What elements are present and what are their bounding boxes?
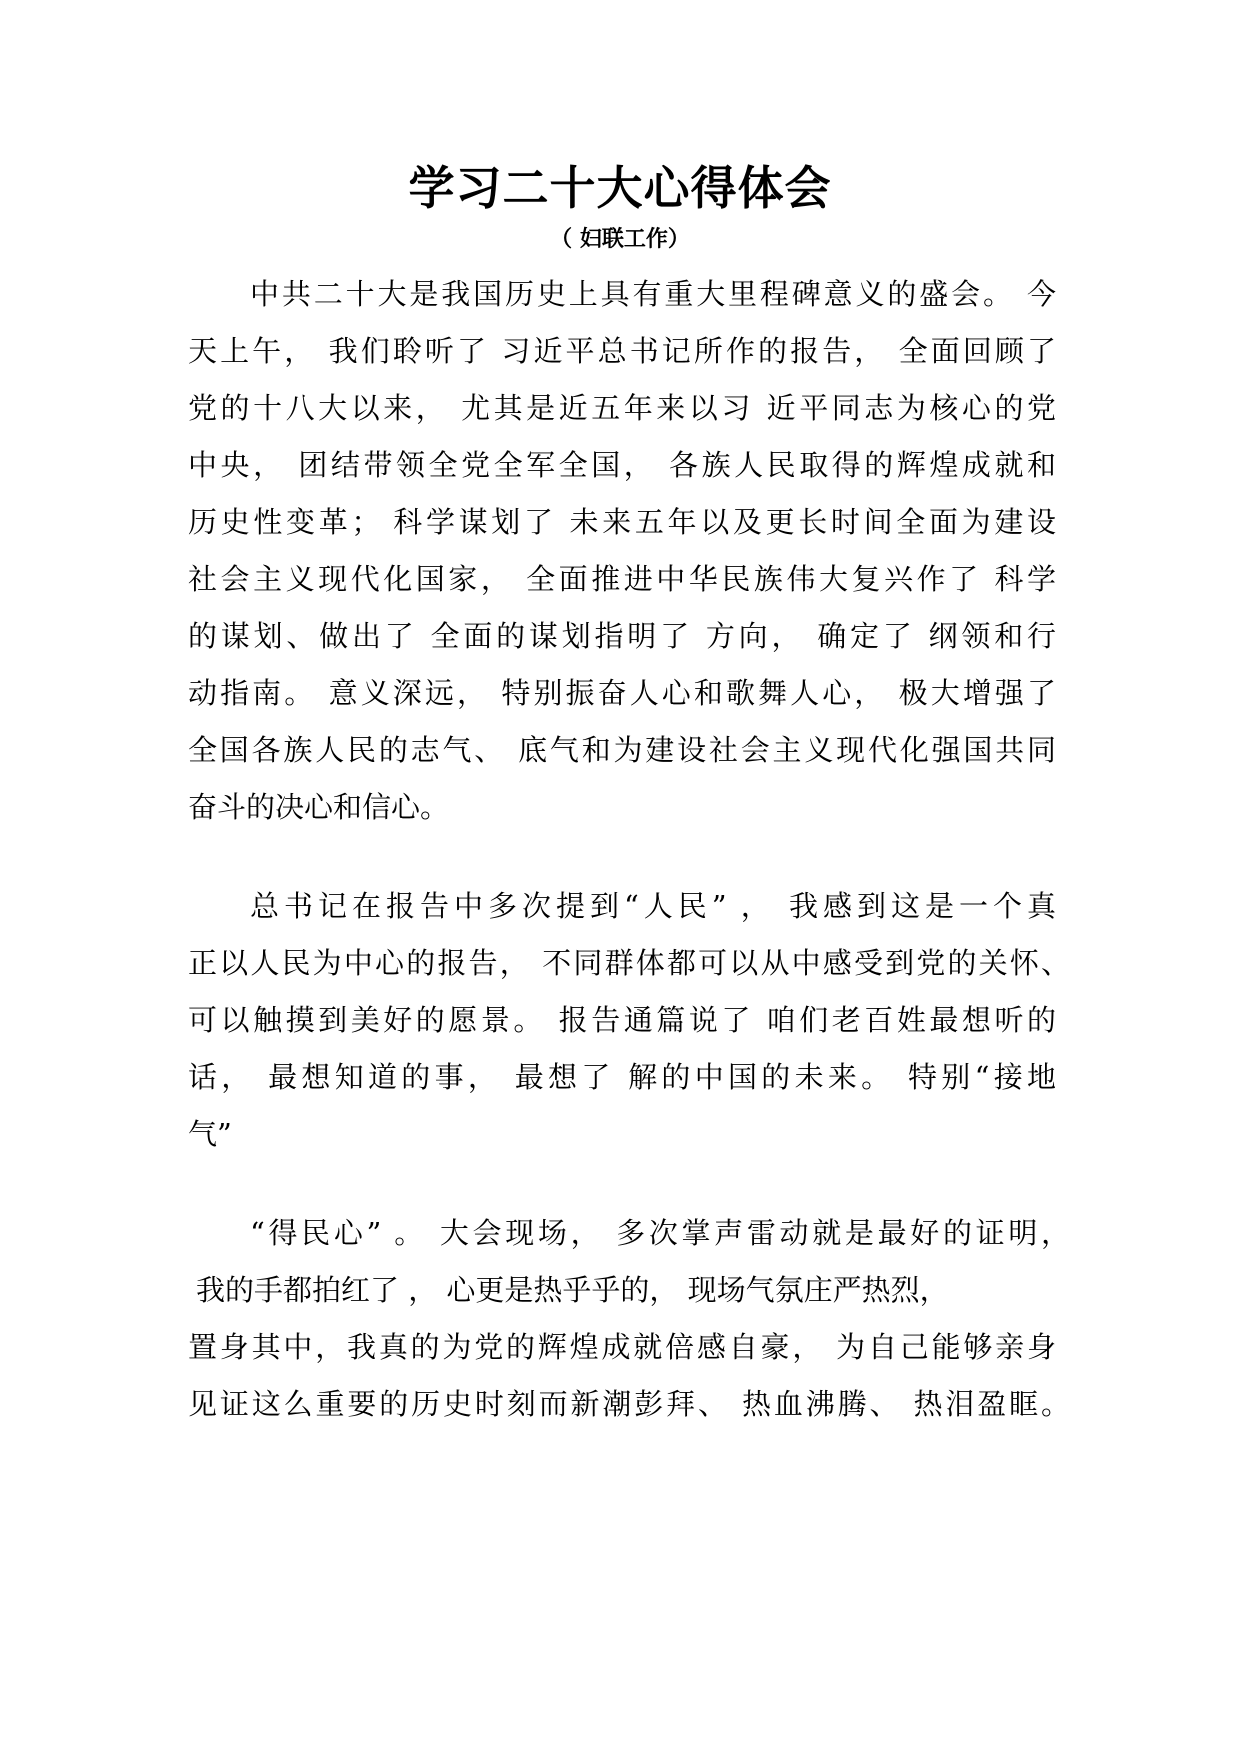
text-line: 历史性变革； 科学谋划了 未来五年以及更长时间全面为建设 — [188, 505, 1056, 539]
text-line: 总书记在报告中多次提到“人民” ， 我感到这是一个真 — [250, 889, 1056, 923]
text-line: 动指南。 意义深远， 特别振奋人心和歌舞人心， 极大增强了 — [188, 676, 1056, 710]
text-line: 党的十八大以来， 尤其是近五年来以习 近平同志为核心的党 — [188, 391, 1056, 425]
text-line: 正以人民为中心的报告， 不同群体都可以从中感受到党的关怀、 — [188, 946, 1070, 980]
text-line: 社会主义现代化国家， 全面推进中华民族伟大复兴作了 科学 — [188, 562, 1056, 596]
text-line: 可以触摸到美好的愿景。 报告通篇说了 咱们老百姓最想听的 — [188, 1003, 1056, 1037]
text-line: 中共二十大是我国历史上具有重大里程碑意义的盛会。 今 — [250, 277, 1056, 311]
text-line: “得民心” 。 大会现场， 多次掌声雷动就是最好的证明， — [250, 1216, 1070, 1250]
text-line: 话， 最想知道的事， 最想了 解的中国的未来。 特别“接地 — [188, 1060, 1056, 1094]
text-line: 的谋划、做出了 全面的谋划指明了 方向， 确定了 纲领和行 — [188, 619, 1056, 653]
text-line: 气” — [188, 1117, 232, 1151]
text-line: 我的手都拍红了 ， 心更是热乎乎的， 现场气氛庄严热烈， — [196, 1273, 949, 1307]
text-line: 中央， 团结带领全党全军全国， 各族人民取得的辉煌成就和 — [188, 448, 1056, 482]
text-line: 奋斗的决心和信心。 — [188, 790, 450, 824]
document-subtitle: （ 妇联工作） — [550, 227, 690, 252]
text-line: 置身其中，我真的为党的辉煌成就倍感自豪， 为自己能够亲身 — [188, 1330, 1056, 1364]
text-line: 天上午， 我们聆听了 习近平总书记所作的报告， 全面回顾了 — [188, 334, 1056, 368]
document-title: 学习二十大心得体会 — [408, 161, 832, 215]
text-line: 全国各族人民的志气、 底气和为建设社会主义现代化强国共同 — [188, 733, 1056, 767]
text-line: 见证这么重要的历史时刻而新潮彭拜、 热血沸腾、 热泪盈眶。 — [188, 1387, 1070, 1421]
